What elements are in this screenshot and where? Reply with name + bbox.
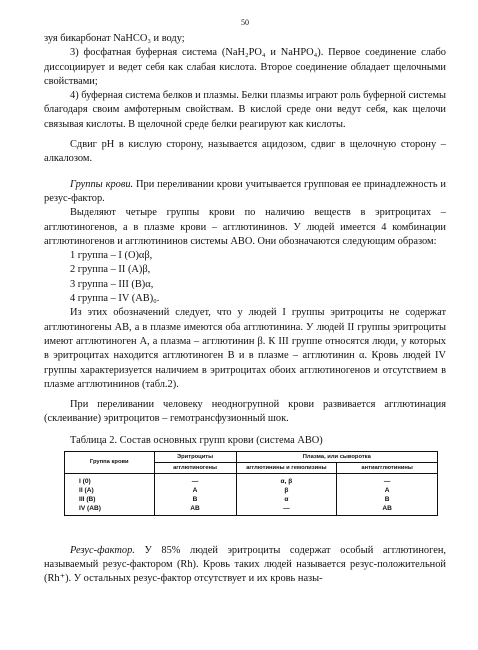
paragraph-continuation: зуя бикарбонат NaHCO₃ и воду; — [44, 33, 185, 44]
cell-group: I (0) — [65, 473, 155, 486]
cell-agglutinogen: — — [154, 473, 236, 486]
cell-antiagglutinin: B — [337, 495, 438, 504]
cell-group: IV (AB) — [65, 504, 155, 516]
table-row — [65, 473, 438, 486]
table-caption: Таблица 2. Состав основных групп крови (система АВО) — [70, 434, 323, 446]
paragraph-ph-shift: Сдвиг рН в кислую сторону, называется ацидозом, сдвиг в щелочную сторону – алкалозом. — [44, 139, 446, 165]
cell-agglutinin: α, β — [236, 473, 337, 486]
list-item: 2 группа – II (A)β, — [70, 264, 151, 276]
blood-groups-intro: При переливании крови учитывается групповая ее принадлежность и резус-фактор. — [44, 178, 446, 204]
paragraph-blood-groups — [44, 178, 446, 207]
page-number: 50 — [241, 18, 249, 27]
cell-group: II (A) — [65, 486, 155, 495]
paragraph-rh-factor — [44, 544, 446, 587]
header-agglutinins: агглютинины и гемолизины — [236, 462, 337, 473]
paragraph-phosphate-buffer: 3) фосфатная буферная система (NaH₂PO₄ и NaHPO₄). Первое соединение слабо диссоциирует и ведет себя как слабая кислота. Второе соединение обладает щелочными свойствами; — [44, 47, 446, 87]
cell-agglutinin: β — [236, 486, 337, 495]
cell-group: III (B) — [65, 495, 155, 504]
cell-agglutinin: α — [236, 495, 337, 504]
cell-agglutinogen: A — [154, 486, 236, 495]
cell-antiagglutinin: A — [337, 486, 438, 495]
paragraph-group-explanation: Из этих обозначений следует, что у людей I группы эритроциты не содержат агглютиногены АВ, а в плазме имеются оба агглютинина. У людей II группы эритроциты имеют агглютиноген А, а плазма – агглютинин β. К III группе относятся люди, у которых в эритроцитах находится агглютиноген В и в плазме – агглютинин α. Кровь людей IV группы характеризуется наличием в эритроцитах обоих агглютиногенов и отсутствием в плазме агглютининов (табл.2). — [44, 307, 446, 390]
list-item: 3 группа – III (B)α, — [70, 278, 154, 290]
header-agglutinogens: агглютиногены — [154, 462, 236, 473]
table-row — [65, 504, 438, 516]
paragraph-four-groups: Выделяют четыре группы крови по наличию веществ в эритроцитах – агглютиногенов, а в плазме крови – агглютининов. У людей имеется 4 комбинации агглютиногенов и агглютининов системы АВО. Они обозначаются следующим образом: — [44, 207, 446, 247]
list-item: 4 группа – IV (AB)₀. — [70, 293, 160, 305]
blood-group-list — [70, 249, 446, 306]
header-erythrocytes: Эритроциты — [154, 451, 236, 462]
header-plasma: Плазма, или сыворотка — [236, 451, 437, 462]
paragraph-transfusion: При переливании человеку неодногрупной крови развивается агглютинация (склеивание) эритроцитов – гемотрансфузионный шок. — [44, 399, 446, 425]
cell-antiagglutinin: AB — [337, 504, 438, 516]
rh-factor-text: У 85% людей эритроциты содержат особый агглютиноген, называемый резус-фактором (Rh). Кровь таких людей называется резус-положительной (Rh⁺). У остальных резус-фактор отсутствует и их кровь назы- — [44, 544, 446, 585]
cell-agglutinin: — — [236, 504, 337, 516]
cell-antiagglutinin: — — [337, 473, 438, 486]
paragraph-protein-buffer: 4) буферная система белков и плазмы. Белки плазмы играют роль буферной системы благодаря своим амфотерным свойствам. В кислой среде они ведут себя, как щелочи связывая кислоты. В щелочной среде белки реагируют как кислоты. — [44, 90, 446, 130]
section-heading-blood-groups: Группы крови. — [70, 178, 134, 190]
blood-group-table — [64, 451, 438, 516]
header-antiagglutinins: антиагглютинины — [337, 462, 438, 473]
table-row — [65, 486, 438, 495]
header-group: Группа крови — [65, 451, 155, 473]
list-item: 1 группа – I (O)αβ, — [70, 250, 153, 262]
cell-agglutinogen: B — [154, 495, 236, 504]
section-heading-rh-factor: Резус-фактор. — [70, 544, 135, 556]
cell-agglutinogen: AB — [154, 504, 236, 516]
table-row — [65, 495, 438, 504]
